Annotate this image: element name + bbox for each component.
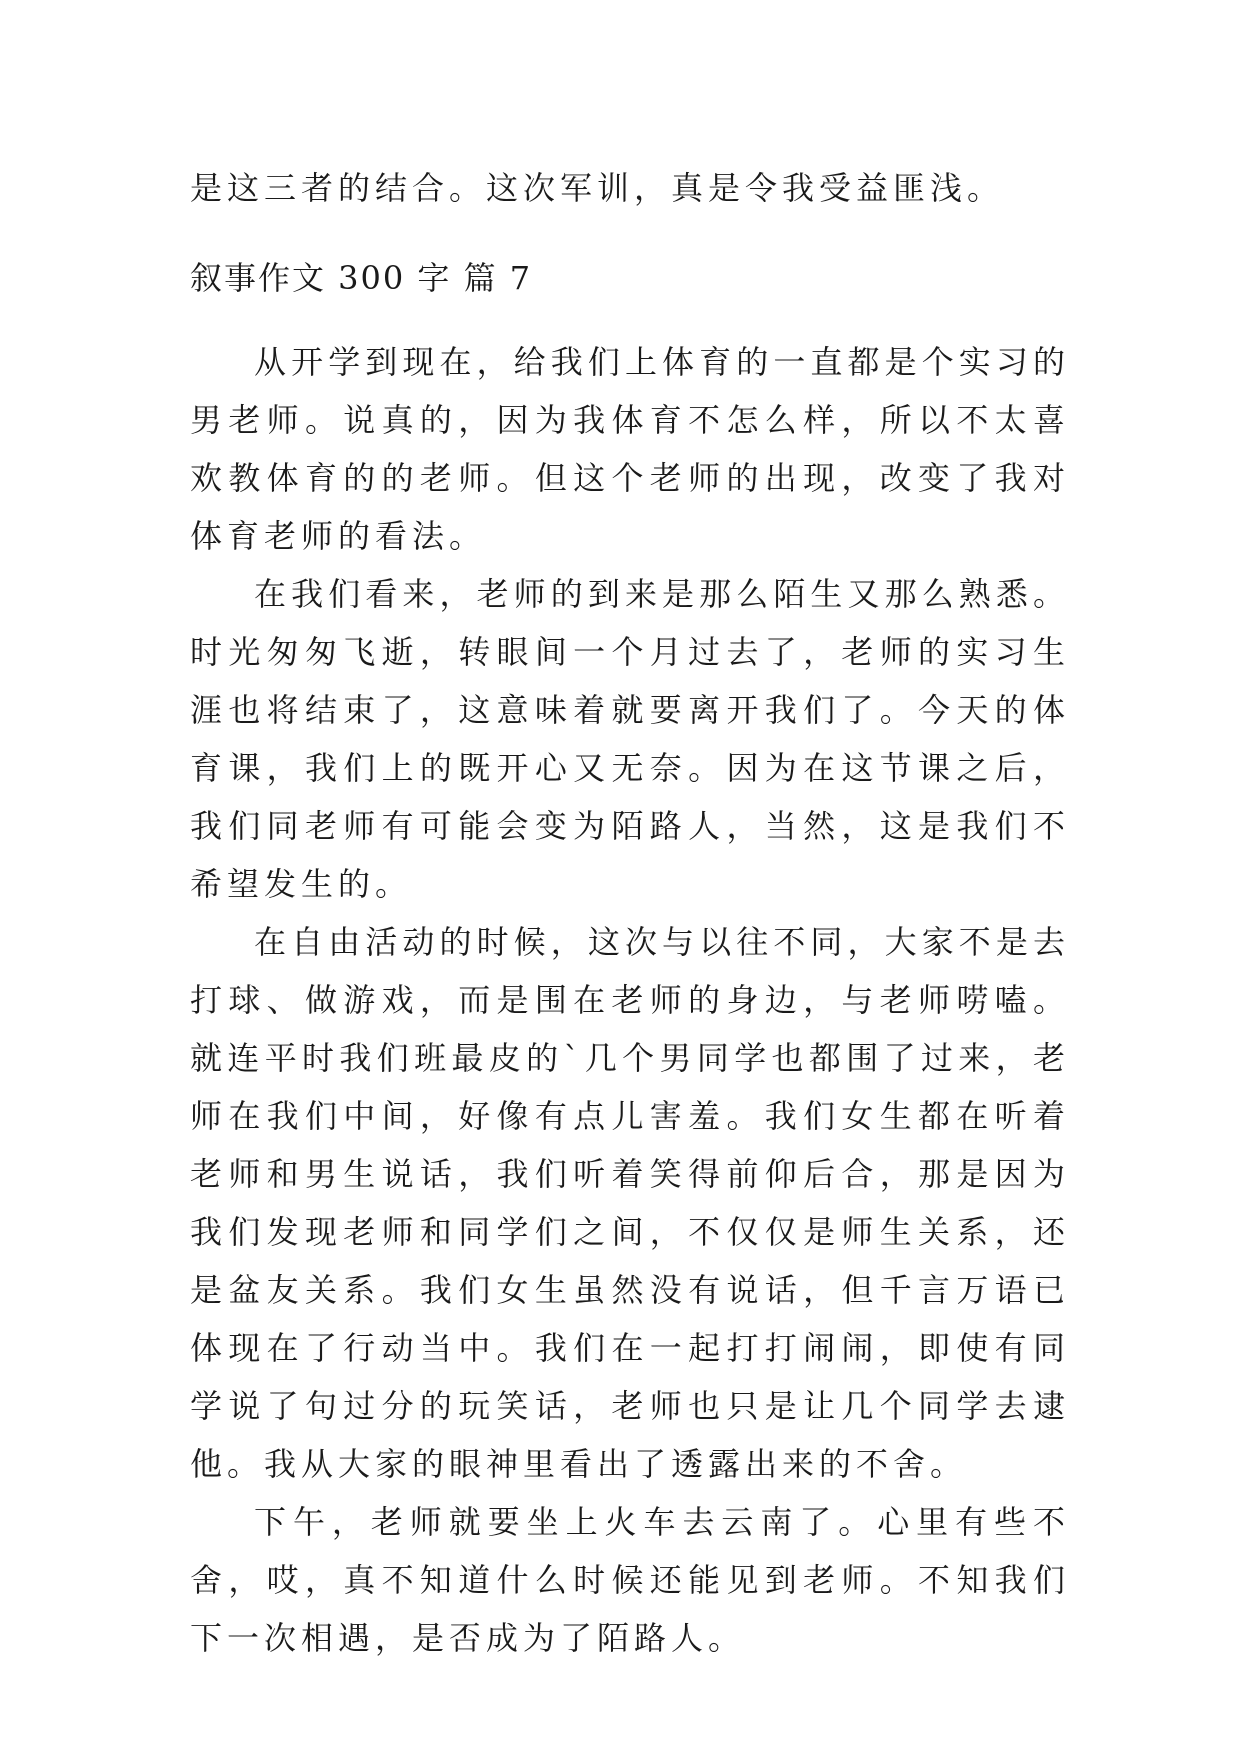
paragraph: 从开学到现在，给我们上体育的一直都是个实习的男老师。说真的，因为我体育不怎么样，所以不太喜欢教体育的的老师。但这个老师的出现，改变了我对体育老师的看法。	[190, 343, 1070, 555]
paragraph: 在自由活动的时候，这次与以往不同，大家不是去打球、做游戏，而是围在老师的身边，与老师唠嗑。就连平时我们班最皮的`几个男同学也都围了过来，老师在我们中间，好像有点儿害羞。我们女生都在听着老师和男生说话，我们听着笑得前仰后合，那是因为我们发现老师和同学们之间，不仅仅是师生关系，还是盆友关系。我们女生虽然没有说话，但千言万语已体现在了行动当中。我们在一起打打闹闹，即使有同学说了句过分的玩笑话，老师也只是让几个同学去逮他。我从大家的眼神里看出了透露出来的不舍。	[190, 923, 1070, 1483]
essay-title: 叙事作文 300 字 篇 7	[190, 259, 533, 297]
essay-body	[190, 333, 1070, 1667]
previous-essay-ending: 是这三者的结合。这次军训，真是令我受益匪浅。	[190, 169, 1005, 207]
paragraph: 下午，老师就要坐上火车去云南了。心里有些不舍，哎，真不知道什么时候还能见到老师。不知我们下一次相遇，是否成为了陌路人。	[190, 1503, 1070, 1657]
paragraph: 在我们看来，老师的到来是那么陌生又那么熟悉。时光匆匆飞逝，转眼间一个月过去了，老师的实习生涯也将结束了，这意味着就要离开我们了。今天的体育课，我们上的既开心又无奈。因为在这节课之后，我们同老师有可能会变为陌路人，当然，这是我们不希望发生的。	[190, 575, 1070, 903]
